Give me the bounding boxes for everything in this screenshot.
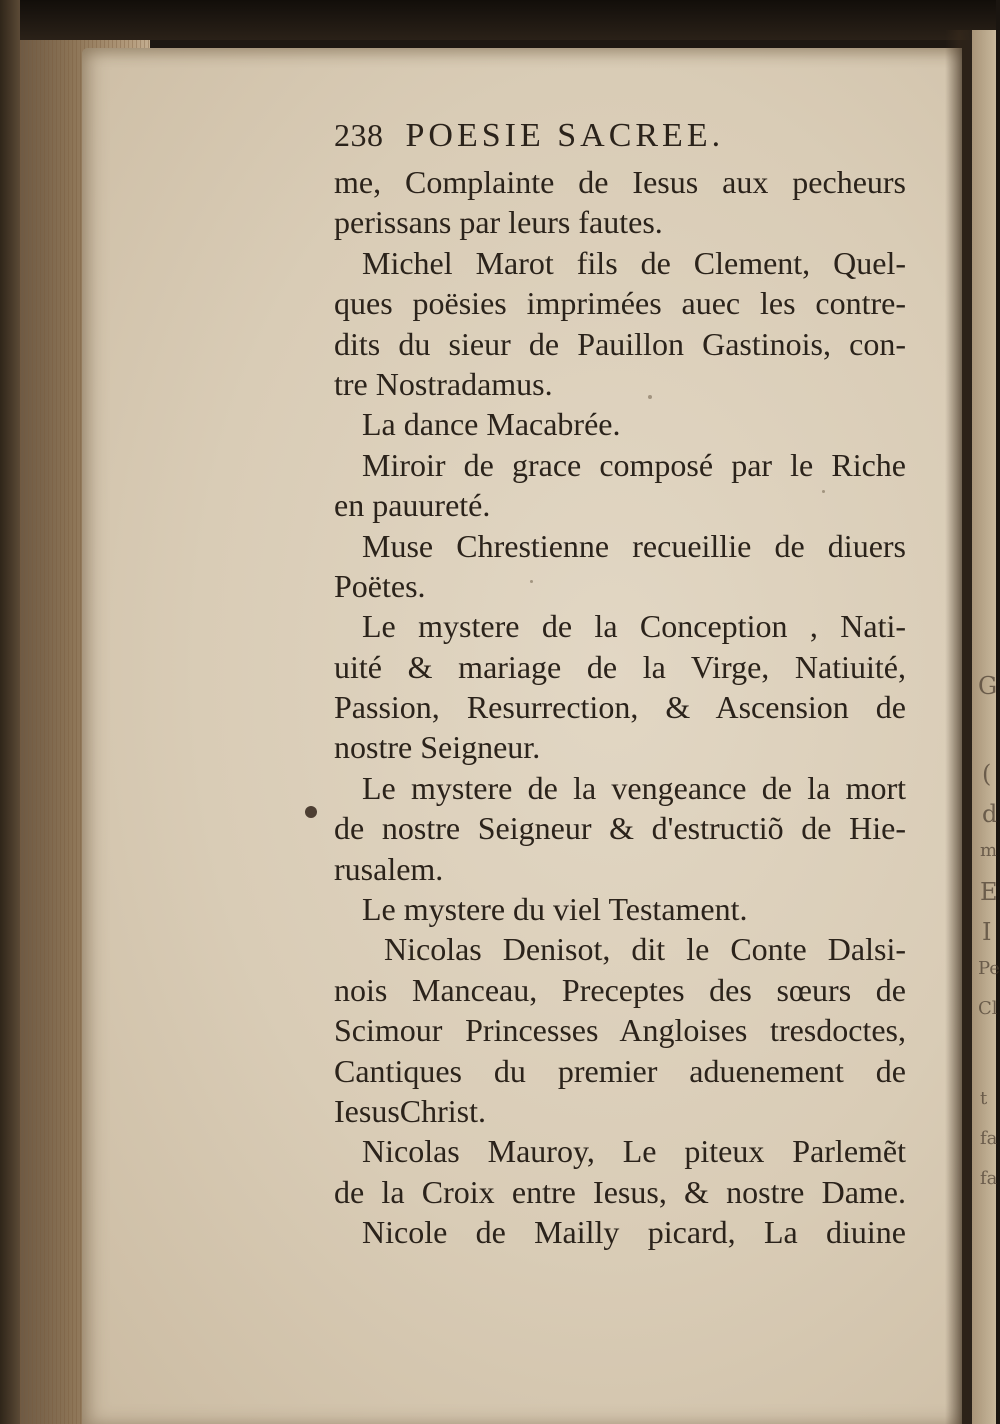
facing-page-fragment: Cl (978, 998, 998, 1019)
text-line: de la Croix entre Iesus, & nostre Dame. (334, 1173, 906, 1210)
text-line: Nicolas Denisot, dit le Conte Dalsi- (384, 931, 906, 968)
text-line: Miroir de grace composé par le Riche (362, 446, 906, 483)
text-line: Poëtes. (334, 567, 426, 604)
text-line: tre Nostradamus. (334, 365, 553, 402)
facing-page-fragment: fa (980, 1168, 998, 1189)
text-line: dits du sieur de Pauillon Gastinois, con- (334, 325, 906, 362)
text-line: me, Complainte de Iesus aux pecheurs (334, 164, 906, 200)
text-line: Cantiques du premier aduenement de (334, 1052, 906, 1089)
facing-page-fragment: G (978, 672, 998, 700)
text-line: La dance Macabrée. (362, 406, 621, 443)
text-line: de nostre Seigneur & d'estructiõ de Hie- (334, 810, 906, 847)
text-line: Passion, Resurrection, & Ascension de (334, 689, 906, 726)
text-line: perissans par leurs fautes. (334, 204, 663, 241)
text-line: Nicole de Mailly picard, La diuine (362, 1214, 906, 1251)
text-line: Nicolas Mauroy, Le piteux Parlemẽt (362, 1133, 906, 1170)
facing-page-fragment: I (982, 918, 992, 946)
facing-page-fragment: fa (980, 1128, 998, 1149)
page-header (334, 112, 906, 162)
scan-top-edge (0, 0, 996, 40)
facing-page-fragment: m (980, 840, 998, 861)
text-line: Le mystere de la Conception , Nati- (362, 608, 906, 645)
text-line: en pauureté. (334, 487, 491, 524)
text-line: Le mystere du viel Testament. (362, 891, 748, 928)
facing-page-fragment: Pe (978, 958, 1000, 979)
text-line: rusalem. (334, 850, 444, 887)
text-line: Michel Marot fils de Clement, Quel- (362, 244, 906, 281)
text-line: nois Manceau, Preceptes des sœurs de (334, 971, 906, 1008)
facing-page-fragment: ( (982, 760, 992, 788)
facing-page-fragment: d (982, 800, 998, 828)
facing-page-fragment: E (980, 878, 998, 906)
text-line: nostre Seigneur. (334, 729, 541, 766)
running-head: POESIE SACREE. (405, 117, 725, 154)
text-line: Scimour Princesses Angloises tresdoctes, (334, 1012, 906, 1049)
page-number: 238 (334, 117, 384, 153)
book-gutter (945, 30, 973, 1424)
text-line: ques poësies imprimées auec les contre- (334, 285, 906, 322)
text-line: IesusChrist. (334, 1092, 486, 1129)
text-line: Muse Chrestienne recueillie de diuers (362, 527, 906, 564)
text-line: uité & mariage de la Virge, Natiuité, (334, 648, 906, 685)
ink-blot (305, 806, 317, 818)
page-text (334, 112, 906, 1253)
text-line: Le mystere de la vengeance de la mort (362, 769, 906, 806)
facing-page-fragment: t (980, 1088, 988, 1109)
facing-page-edge (972, 30, 1000, 1424)
scan-left-edge (0, 0, 20, 1424)
